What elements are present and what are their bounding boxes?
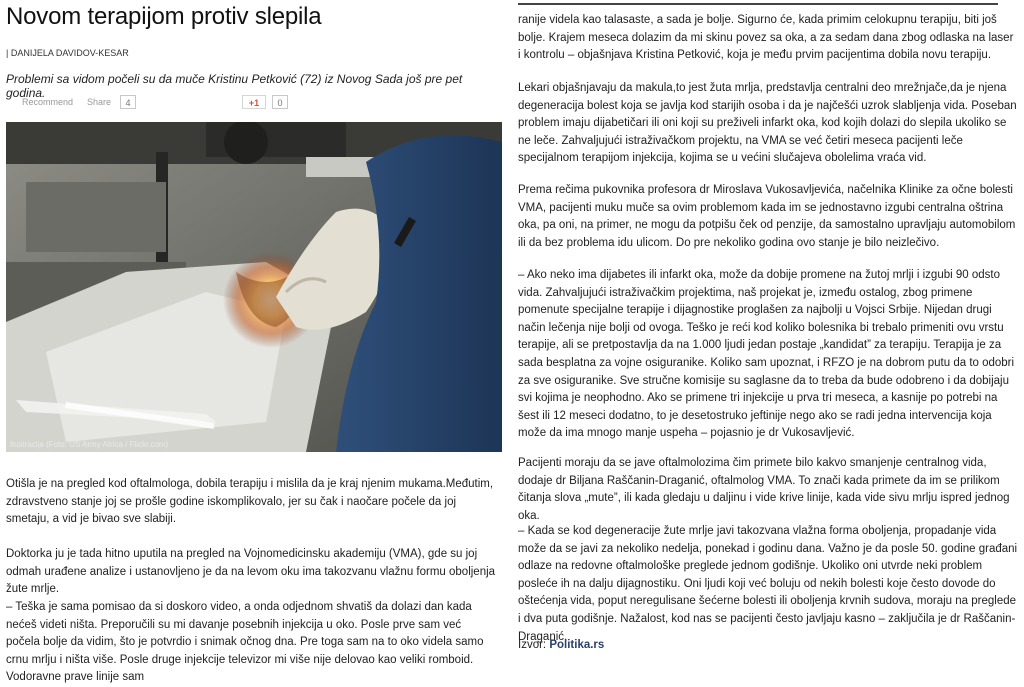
paragraph: – Kada se kod degeneracije žute mrlje javi takozvana vlažna forma oboljenja, propadanje vida može da se javi za nekoliko nedelja, ponekad i godinu dana. Važno je da posle 50. godine građani odlaze na redovne oftalmološke preglede jednom godišnje. Ukoliko oni utvrde neki problem posleće ih na dalju dijagnostiku. Oni ljudi koji već boluju od nekih bolesti koje često dovode do oštećenja vida, poput neregulisane šećerne bolesti ili oboljenja krvnih sudova, moraju na preglede i dva puta godišnje. Nažalost, kod nas se pacijenti često javljaju kasno – zaključila je dr Raščanin-Draganić.	[518, 525, 1018, 643]
article-photo	[6, 122, 502, 452]
source-label: Izvor:	[518, 639, 547, 651]
share-button[interactable]: Share	[87, 97, 112, 107]
paragraph: Pacijenti moraju da se jave oftalmolozima čim primete bilo kakvo smanjenje centralnog vida, dodaje dr Biljana Raščanin-Draganić, oftalmolog VMA. To znači kada primete da im se prilikom čitanja slova „mute”, ili kada gledaju u daljinu i vide krive linije, kada vide sivu mrlju ispred jednog oka.	[518, 457, 1010, 522]
column-rule	[518, 3, 998, 5]
paragraph: – Teška je sama pomisao da si doskoro video, a onda odjednom shvatiš da dolazi dan kada nećeš videti ništa. Preporučili su mi davanje posebnih injekcija u oko. Posle prve sam već počela bolje da vidim, što je potvrdio i snimak očnog dna. Pre toga sam na to oko videla samo crnu mrlju i ništa više. Posle druge injekcije televizor mi više nije delovao kao veliki romboid. Vodoravne prave linije sam	[6, 601, 484, 684]
article-title: Novom terapijom protiv slepila	[6, 3, 322, 30]
photo-illustration	[6, 122, 502, 452]
gplus-button[interactable]: +1	[242, 95, 266, 109]
paragraph: – Ako neko ima dijabetes ili infarkt oka, može da dobije promene na žutoj mrlji i izgubi 90 odsto vida. Zahvaljujući istraživačkim projektima, naš projekat je, između ostalog, zbog primene pomenute specijalne terapije i dijagnostike proglašen za najbolji u Vojsci Srbije. Nijedan drugi način lečenja nije bolji od ovoga. Teško je reći kod koliko bolesnika bi trebalo primeniti ovu vrstu terapije, ali se pretpostavlja da na 1.000 ljudi jedan postaje „kandidat” za terapiju. Terapija je za sada besplatna za vojne osiguranike. Koliko sam upoznat, i RFZO je na dobrom putu da to odobri za sve osiguranike. Sve stručne komisije su saglasne da to treba da bude odobreno i da dobijaju svi kojima je neophodno. Ako se primene tri injekcije u prva tri meseca, a kasnije po potrebi na šest ili 12 meseci dodatno, to je desetostruko jeftinije nego ako se radi jedna intervencija koja može da ima mnogo manje uspeha – pojasnio je dr Vukosavljević.	[518, 269, 1015, 440]
source-line	[518, 639, 604, 651]
paragraph: ranije videla kao talasaste, a sada je bolje. Sigurno će, kada primim celokupnu terapiju, biti još bolje. Krajem meseca dolazim da mi skinu povez sa oka, a za sedam dana zbog odlaska na laser i kontrolu – objašnjava Kristina Petković, koja je među prvim pacijentima dobila novu terapiju.	[518, 14, 1014, 62]
author-byline: | DANIJELA DAVIDOV-KESAR	[6, 48, 129, 58]
paragraph: Lekari objašnjavaju da makula,to jest žuta mrlja, predstavlja centralni deo mrežnjače,da je njena degeneracija bolest koja se javlja kod starijih osoba i da je najčešći uzrok slabljenja vida. Poseban problem imaju dijabetičari ili oni koji su preživeli infarkt oka, kod kojih dolazi do slepila ukoliko se ne leče. Zahvaljujući istraživačkom projektu, na VMA se već četiri meseca pacijenti leče specijalnom terapijom injekcija, kojima se u većini slučajeva obolelima vraća vid.	[518, 82, 1017, 165]
paragraph: Otišla je na pregled kod oftalmologa, dobila terapiju i mislila da je kraj njenim mukama.Međutim, zdravstveno stanje joj se prošle godine iskomplikovalo, jer su čak i naočare počele da joj smetaju, a vid je bivao sve slabiji.	[6, 478, 494, 526]
gplus-count: 0	[272, 95, 288, 109]
paragraph: Doktorka ju je tada hitno uputila na pregled na Vojnomedicinsku akademiju (VMA), gde su joj odmah urađene analize i ustanovljeno je da na levom oku ima takozvanu vlažnu formu oboljenja žute mrlje.	[6, 548, 496, 596]
article-lead: Problemi sa vidom počeli su da muče Kristinu Petković (72) iz Novog Sada još pre pet godina.	[6, 72, 463, 100]
source-link[interactable]: Politika.rs	[549, 639, 605, 651]
recommend-button[interactable]: Recommend	[22, 97, 74, 107]
paragraph: Prema rečima pukovnika profesora dr Miroslava Vukosavljevića, načelnika Klinike za očne bolesti VMA, pacijenti muku muče sa ovim problemom kada im se jednostavno izgubi centralna oštrina oka, pa oni, na primer, ne mogu da potpišu ček od penzije, da samostalno upravljaju automobilom ili da bez problema idu ulicom. Do pre nekoliko godina ovo stanje je bilo neizlečivo.	[518, 184, 1016, 249]
photo-caption: Ilustracija (Foto: US Army Africa / Flickr.com)	[10, 440, 169, 449]
share-count: 4	[120, 95, 136, 109]
